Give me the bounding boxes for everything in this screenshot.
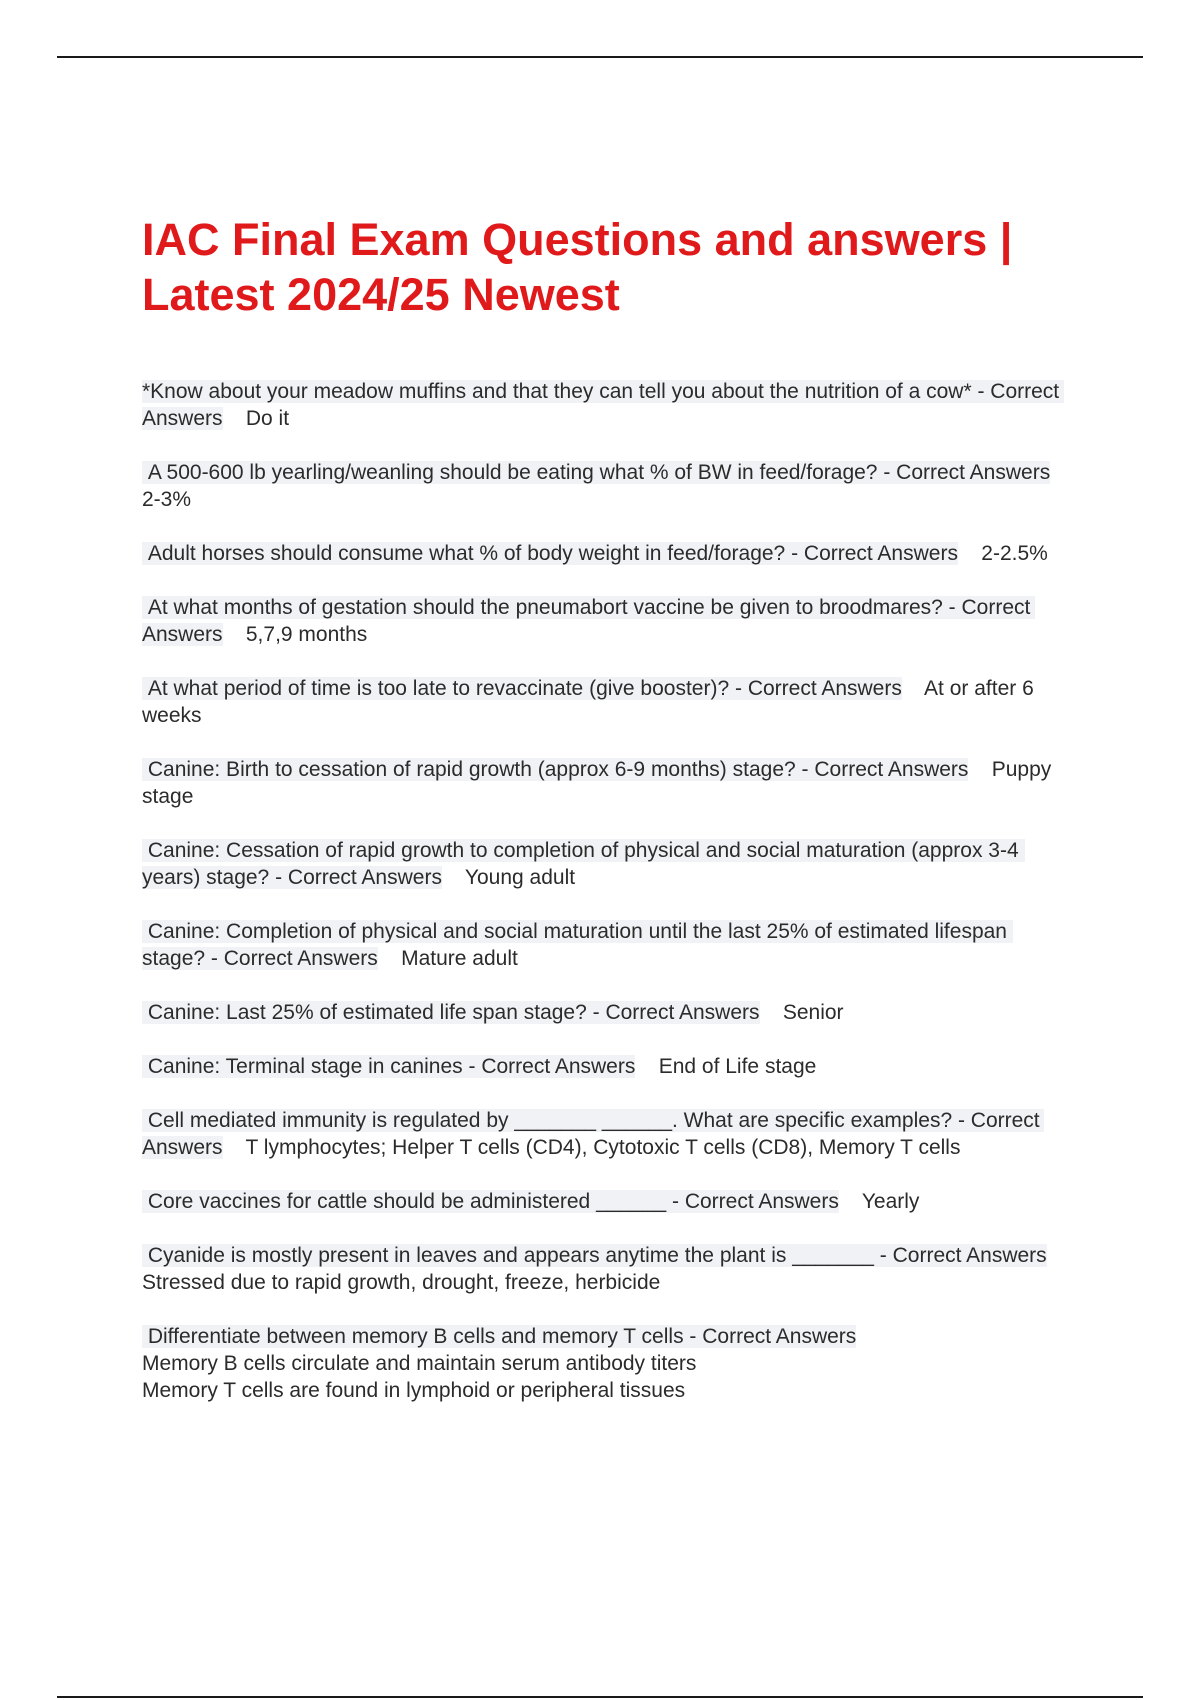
- question-text: Core vaccines for cattle should be administered ______ -: [142, 1190, 685, 1213]
- question-text: Canine: Terminal stage in canines -: [142, 1055, 482, 1078]
- question-text: At what months of gestation should the pneumabort vaccine be given to broodmares? -: [142, 596, 962, 619]
- question-text: Cell mediated immunity is regulated by _______ ______. What are specific examples? -: [142, 1109, 971, 1132]
- question-text: *Know about your meadow muffins and that they can tell you about the nutrition of a cow* -: [142, 380, 991, 403]
- question-text: Adult horses should consume what % of body weight in feed/forage? -: [142, 542, 804, 565]
- qa-item: [142, 756, 1062, 810]
- qa-item: [142, 594, 1062, 648]
- answer-text: Young adult: [464, 866, 576, 889]
- answer-label: Correct Answers: [223, 947, 378, 970]
- question-text: A 500-600 lb yearling/weanling should be eating what % of BW in feed/forage? -: [142, 461, 897, 484]
- answer-text: T lymphocytes; Helper T cells (CD4), Cytotoxic T cells (CD8), Memory T cells: [245, 1136, 961, 1159]
- question-text: At what period of time is too late to revaccinate (give booster)? -: [142, 677, 748, 700]
- answer-text: Stressed due to rapid growth, drought, freeze, herbicide: [142, 1271, 661, 1294]
- answer-text: Mature adult: [401, 947, 518, 970]
- answer-text: Senior: [782, 1001, 844, 1024]
- answer-label: Correct Answers: [814, 758, 969, 781]
- answer-label: Correct Answers: [702, 1325, 857, 1348]
- qa-list: [142, 378, 1062, 1431]
- answer-label: Correct Answers: [142, 1109, 1045, 1159]
- qa-item: [142, 378, 1062, 432]
- answer-label: Correct Answers: [142, 380, 1064, 430]
- answer-text: 2-3%: [142, 488, 192, 511]
- answer-label: Correct Answers: [896, 461, 1051, 484]
- answer-text: 5,7,9 months: [245, 623, 368, 646]
- answer-text: Yearly: [861, 1190, 920, 1213]
- qa-item: [142, 1053, 1062, 1080]
- qa-item: [142, 675, 1062, 729]
- question-text: Canine: Last 25% of estimated life span stage? -: [142, 1001, 606, 1024]
- qa-item: [142, 540, 1062, 567]
- question-text: Canine: Completion of physical and social maturation until the last 25% of estimated lifespan stage? -: [142, 920, 1013, 970]
- answer-label: Correct Answers: [605, 1001, 760, 1024]
- question-text: Differentiate between memory B cells and memory T cells -: [142, 1325, 703, 1348]
- qa-item: [142, 918, 1062, 972]
- answer-label: Correct Answers: [803, 542, 958, 565]
- answer-label: Correct Answers: [481, 1055, 636, 1078]
- bottom-rule: [57, 1696, 1143, 1698]
- qa-item: [142, 459, 1062, 513]
- qa-item: [142, 1323, 1062, 1404]
- qa-item: [142, 1107, 1062, 1161]
- question-text: Cyanide is mostly present in leaves and appears anytime the plant is _______ -: [142, 1244, 893, 1267]
- qa-item: [142, 1188, 1062, 1215]
- qa-item: [142, 999, 1062, 1026]
- answer-label: Correct Answers: [287, 866, 442, 889]
- answer-label: Correct Answers: [684, 1190, 839, 1213]
- answer-text: Do it: [245, 407, 290, 430]
- top-rule: [57, 56, 1143, 58]
- qa-item: [142, 1242, 1062, 1296]
- answer-text: Puppy stage: [142, 758, 1058, 808]
- answer-text: At or after 6 weeks: [142, 677, 1040, 727]
- qa-item: [142, 837, 1062, 891]
- answer-text: 2-2.5%: [981, 542, 1048, 565]
- document-title: IAC Final Exam Questions and answers | Latest 2024/25 Newest: [142, 214, 1013, 320]
- answer-text: Memory B cells circulate and maintain serum antibody titers Memory T cells are found in lymphoid or peripheral tissues: [142, 1352, 697, 1402]
- answer-label: Correct Answers: [892, 1244, 1047, 1267]
- answer-text: End of Life stage: [658, 1055, 817, 1078]
- question-text: Canine: Cessation of rapid growth to completion of physical and social maturation (approx 3-4 years) stage? -: [142, 839, 1025, 889]
- answer-label: Correct Answers: [747, 677, 902, 700]
- answer-label: Correct Answers: [142, 596, 1036, 646]
- question-text: Canine: Birth to cessation of rapid growth (approx 6-9 months) stage? -: [142, 758, 815, 781]
